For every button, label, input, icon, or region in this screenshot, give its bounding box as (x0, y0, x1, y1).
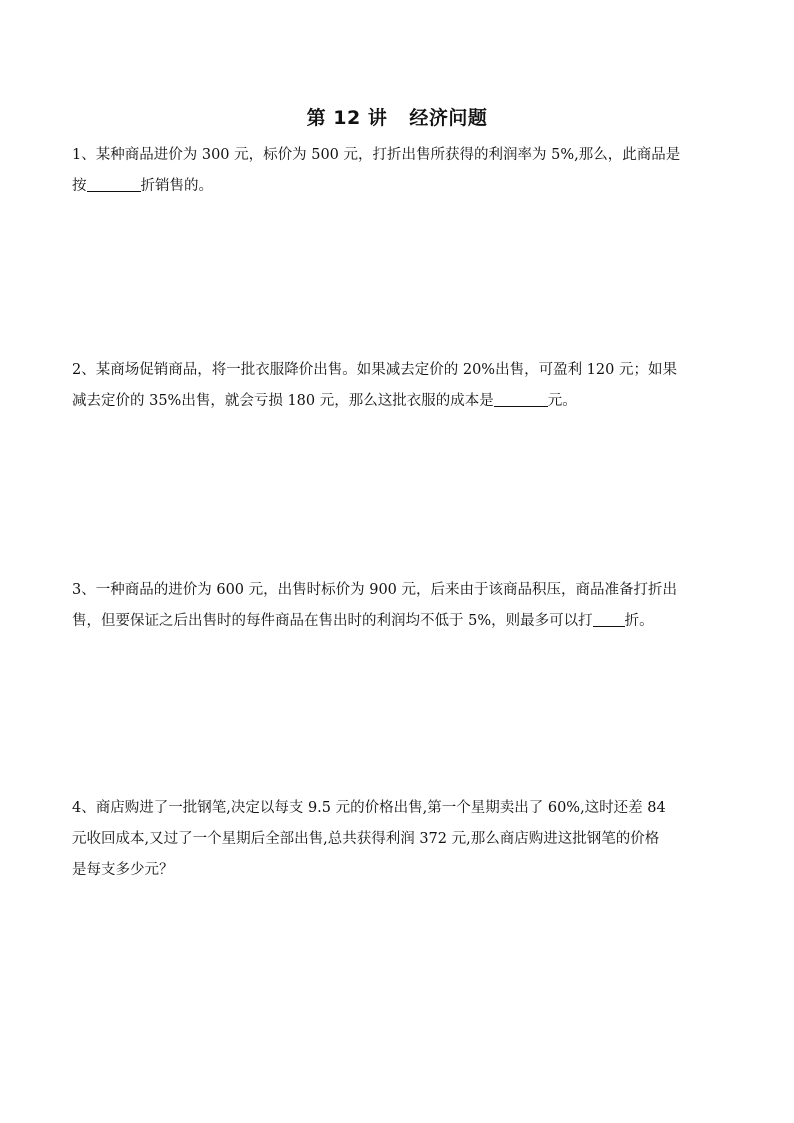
lecture-topic: 经济问题 (409, 107, 488, 129)
question-4 (72, 793, 727, 886)
question-2-line-1 (72, 355, 727, 386)
question-2-text: 某商场促销商品，将一批衣服降价出售。如果减去定价的 20%出售，可盈利 120 元；如果 (95, 362, 677, 378)
page-title (0, 103, 794, 130)
question-1-text: 某种商品进价为 300 元，标价为 500 元，打折出售所获得的利润率为 5%,那么，此商品是 (95, 147, 681, 163)
question-4-text: 商店购进了一批钢笔,决定以每支 9.5 元的价格出售,第一个星期卖出了 60%,这时还差 84 (95, 800, 666, 816)
question-3-line-2 (72, 606, 727, 637)
question-4-line-1 (72, 793, 727, 824)
question-2-number: 2、 (72, 362, 96, 378)
answer-blank-1 (87, 177, 141, 193)
question-4-number: 4、 (72, 800, 96, 816)
question-3-line-1 (72, 575, 727, 606)
question-1-text-before-blank: 按 (72, 178, 87, 194)
question-2 (72, 355, 727, 417)
question-1-number: 1、 (72, 147, 96, 163)
answer-blank-2 (494, 392, 548, 408)
question-3-text-before-blank: 售，但要保证之后出售时的每件商品在售出时的利润均不低于 5%，则最多可以打 (72, 613, 593, 629)
question-2-text-before-blank: 减去定价的 35%出售，就会亏损 180 元，那么这批衣服的成本是 (72, 393, 494, 409)
answer-blank-3 (593, 612, 625, 628)
question-3-text-after-blank: 折。 (624, 613, 654, 629)
lecture-number: 第 12 讲 (306, 107, 388, 129)
question-1 (72, 140, 727, 202)
question-2-text-after-blank: 元。 (547, 393, 577, 409)
question-4-line-2: 元收回成本,又过了一个星期后全部出售,总共获得利润 372 元,那么商店购进这批钢笔的价格 (72, 831, 660, 847)
question-3-number: 3、 (72, 582, 96, 598)
question-1-text-after-blank: 折销售的。 (140, 178, 213, 194)
question-3 (72, 575, 727, 637)
question-4-line-3: 是每支多少元？ (72, 862, 174, 878)
question-1-line-1 (72, 140, 727, 171)
question-2-line-2 (72, 386, 727, 417)
question-1-line-2 (72, 171, 727, 202)
question-3-text: 一种商品的进价为 600 元，出售时标价为 900 元，后来由于该商品积压，商品准备打折出 (95, 582, 678, 598)
